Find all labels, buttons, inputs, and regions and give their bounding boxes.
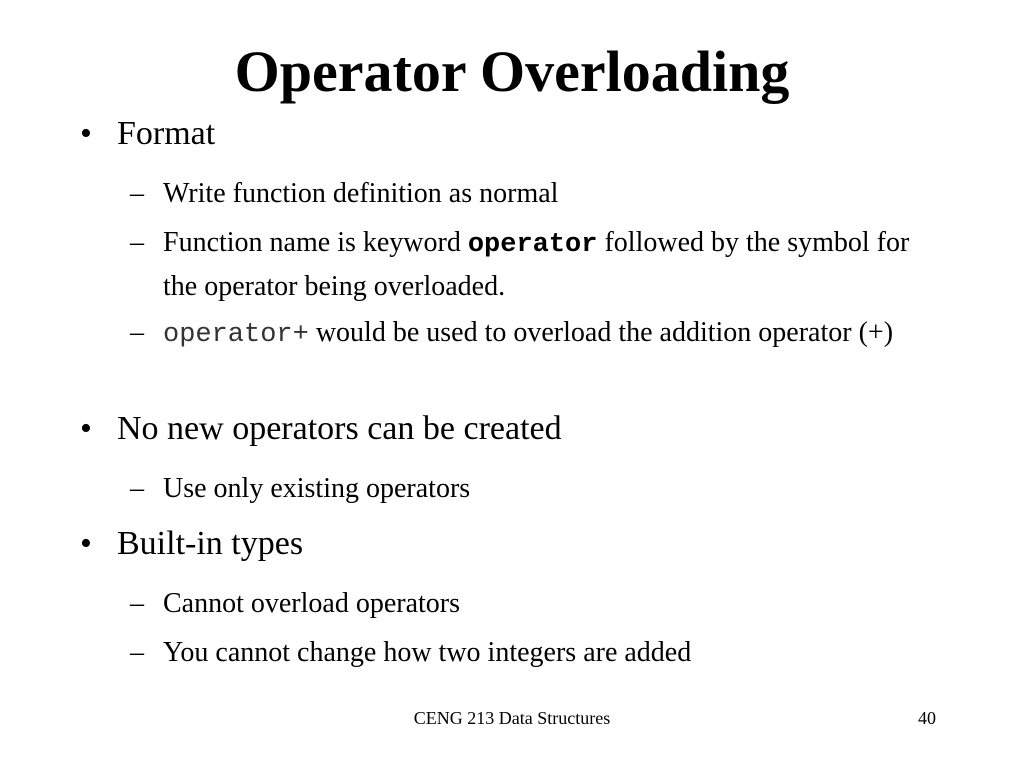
- bullet-icon: •: [80, 525, 92, 562]
- page-number: 40: [918, 708, 936, 728]
- subbullet-text: [163, 312, 943, 356]
- bullet-text: Format: [117, 115, 216, 152]
- subbullet-text-pre: Function name is keyword: [163, 227, 468, 258]
- bullet-icon: •: [80, 115, 92, 152]
- subbullet-text: Write function definition as normal: [163, 178, 559, 209]
- dash-icon: –: [130, 227, 144, 258]
- dash-icon: –: [130, 473, 144, 504]
- dash-icon: –: [130, 588, 144, 619]
- bullet-text: No new operators can be created: [117, 410, 562, 447]
- dash-icon: –: [130, 178, 144, 209]
- bullet-text: Built-in types: [117, 525, 304, 562]
- subbullet-text: Use only existing operators: [163, 473, 471, 504]
- footer-course-name: CENG 213 Data Structures: [413, 708, 611, 728]
- subbullet-text-post: would be used to overload the addition operator (+): [308, 317, 894, 348]
- bullet-icon: •: [80, 410, 92, 447]
- subbullet-text-post: followed by the symbol for the operator being overloaded.: [163, 227, 910, 302]
- dash-icon: –: [130, 317, 144, 348]
- keyword-operator: operator: [467, 230, 598, 260]
- dash-icon: –: [130, 637, 144, 668]
- slide-title: Operator Overloading: [234, 39, 790, 104]
- subbullet-text: Cannot overload operators: [163, 588, 461, 619]
- subbullet-text: [163, 222, 943, 308]
- subbullet-text: You cannot change how two integers are added: [163, 637, 692, 668]
- code-operator-plus: operator+: [163, 320, 309, 350]
